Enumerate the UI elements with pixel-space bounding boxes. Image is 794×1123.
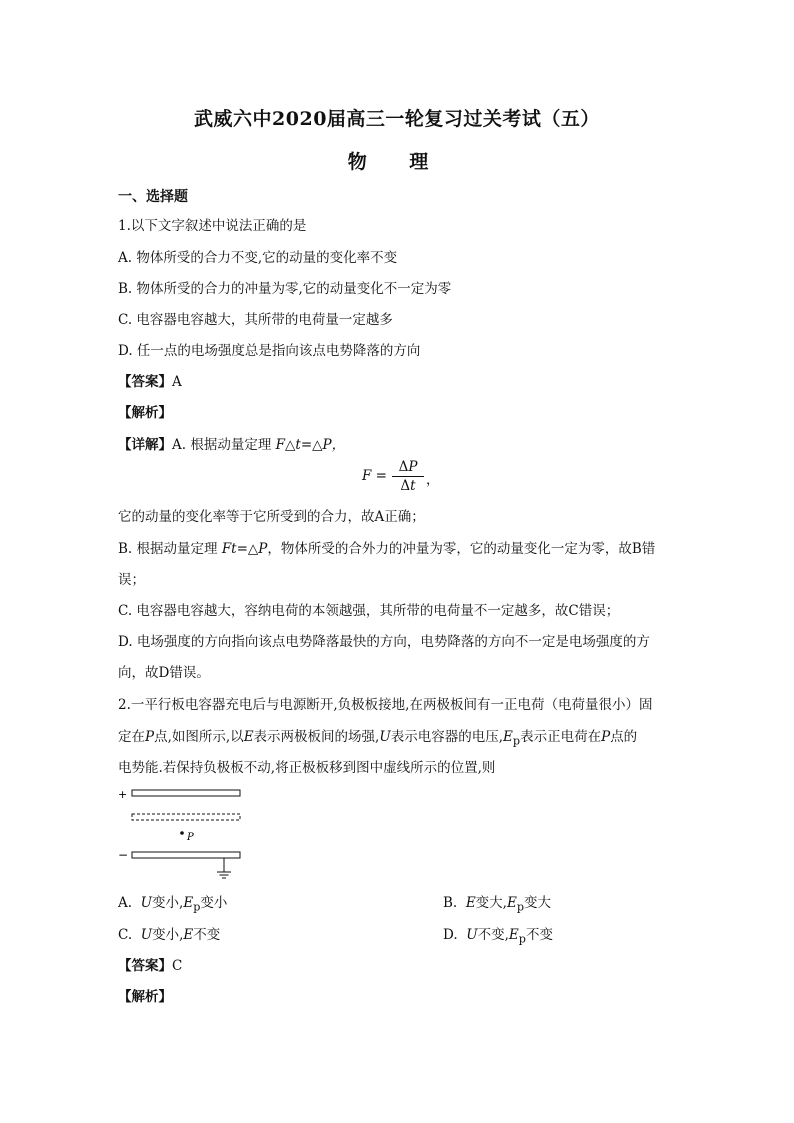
q1-option-a: A. 物体所受的合力不变,它的动量的变化率不变 — [118, 250, 398, 266]
option-text: 不变 — [525, 927, 553, 943]
option-text: 变小, — [152, 895, 184, 911]
q2-var-p: P — [145, 729, 155, 745]
subject-heading: 物 理 — [347, 151, 447, 173]
option-sub: p — [518, 932, 526, 946]
capacitor-diagram — [112, 784, 252, 884]
q2-stem-line3: 电势能.若保持负极板不动,将正极板移到图中虚线所示的位置,则 — [118, 760, 496, 776]
option-letter: B. — [443, 895, 458, 911]
option-sub: p — [193, 900, 201, 914]
option-var: E — [506, 895, 517, 911]
option-sub: p — [516, 900, 525, 914]
q1-detail-b-line1 — [118, 539, 655, 559]
minus-sign: − — [118, 848, 129, 862]
q1-option-c: C. 电容器电容越大，其所带的电荷量一定越多 — [118, 312, 393, 328]
option-var: E — [508, 927, 519, 943]
q2-option-b — [443, 893, 551, 918]
option-var: U — [140, 927, 153, 943]
page-title: 武威六中2020届高三一轮复习过关考试（五） — [194, 108, 600, 130]
answer-value: A — [172, 374, 182, 390]
option-var: E — [183, 927, 194, 943]
q1-detail-a — [118, 435, 345, 455]
negative-plate — [132, 852, 240, 858]
option-letter: C. — [118, 927, 133, 943]
plus-sign: + — [118, 788, 128, 801]
detail-a-equation: F△t=△P， — [275, 437, 346, 453]
q2-var-ep: E — [503, 729, 513, 745]
q1-detail-d-line2: 向，故D错误。 — [118, 665, 210, 681]
q2-text: 点的 — [610, 729, 638, 745]
detail-tag: 【详解】 — [118, 437, 172, 453]
q2-option-d — [443, 925, 553, 950]
formula-tail: ， — [426, 472, 440, 488]
q2-var-p: P — [601, 729, 611, 745]
formula-fraction — [392, 458, 424, 495]
q2-var-ep-sub: p — [512, 734, 521, 748]
q1-stem: 1.以下文字叙述中说法正确的是 — [118, 218, 307, 234]
formula-denominator: Δt — [400, 478, 416, 494]
detail-b-prefix: B. 根据动量定理 — [118, 541, 218, 557]
q1-detail-a-conclusion: 它的动量的变化率等于它所受到的合力，故A正确； — [118, 509, 425, 525]
q1-detail-c: C. 电容器电容越大，容纳电荷的本领越强，其所带的电荷量不一定越多，故C错误； — [118, 603, 620, 619]
option-var: E — [465, 895, 476, 911]
detail-a-prefix: A. 根据动量定理 — [172, 437, 272, 453]
q2-text: 表示两极板间的场强, — [253, 729, 380, 745]
q2-option-c — [118, 925, 220, 945]
dashed-plate-position — [132, 814, 240, 820]
q2-text: 表示正电荷在 — [520, 729, 602, 745]
option-var: U — [466, 927, 478, 943]
q1-answer — [118, 372, 182, 392]
q2-text: 表示电容器的电压, — [390, 729, 504, 745]
option-text: 变大 — [524, 895, 552, 911]
q2-analysis-tag: 【解析】 — [118, 989, 172, 1005]
formula-lhs: F = — [362, 468, 387, 484]
option-text: 变小 — [200, 895, 228, 911]
formula-numerator: ΔP — [392, 458, 424, 477]
q1-option-d: D. 任一点的电场强度总是指向该点电势降落的方向 — [118, 343, 421, 359]
option-var: U — [140, 895, 153, 911]
section-heading: 一、选择题 — [118, 189, 188, 205]
option-var: E — [183, 895, 194, 911]
q2-stem-line2 — [118, 727, 637, 752]
answer-tag: 【答案】 — [118, 958, 172, 974]
detail-b-equation: Ft=△P — [221, 541, 268, 557]
detail-b-rest: ，物体所受的合外力的冲量为零，它的动量变化一定为零，故B错 — [267, 541, 656, 557]
ground-icon — [217, 858, 231, 878]
point-p-label: P — [187, 832, 194, 843]
q2-option-a — [118, 893, 227, 918]
q1-option-b: B. 物体所受的合力的冲量为零,它的动量变化不一定为零 — [118, 281, 452, 297]
q2-text: 点,如图所示,以 — [154, 729, 244, 745]
q2-answer — [118, 956, 182, 976]
q2-stem-line1: 2.一平行板电容器充电后与电源断开,负极板接地,在两极板间有一正电荷（电荷量很小）固 — [118, 697, 653, 713]
momentum-formula — [362, 458, 440, 504]
option-text: 不变, — [477, 927, 509, 943]
q1-detail-b-line2: 误； — [118, 572, 145, 588]
q2-var-u: U — [379, 729, 391, 745]
q2-var-e: E — [243, 729, 254, 745]
q2-text: 定在 — [118, 729, 145, 745]
positive-plate — [132, 790, 240, 796]
q1-detail-d-line1: D. 电场强度的方向指向该点电势降落最快的方向，电势降落的方向不一定是电场强度的方 — [118, 634, 650, 650]
answer-tag: 【答案】 — [118, 374, 172, 390]
option-text: 变大, — [475, 895, 507, 911]
answer-value: C — [172, 958, 183, 974]
point-p-dot — [180, 831, 184, 835]
q1-analysis-tag: 【解析】 — [118, 405, 172, 421]
option-letter: D. — [443, 927, 458, 943]
option-letter: A. — [118, 895, 133, 911]
option-text: 不变 — [193, 927, 221, 943]
option-text: 变小, — [152, 927, 184, 943]
